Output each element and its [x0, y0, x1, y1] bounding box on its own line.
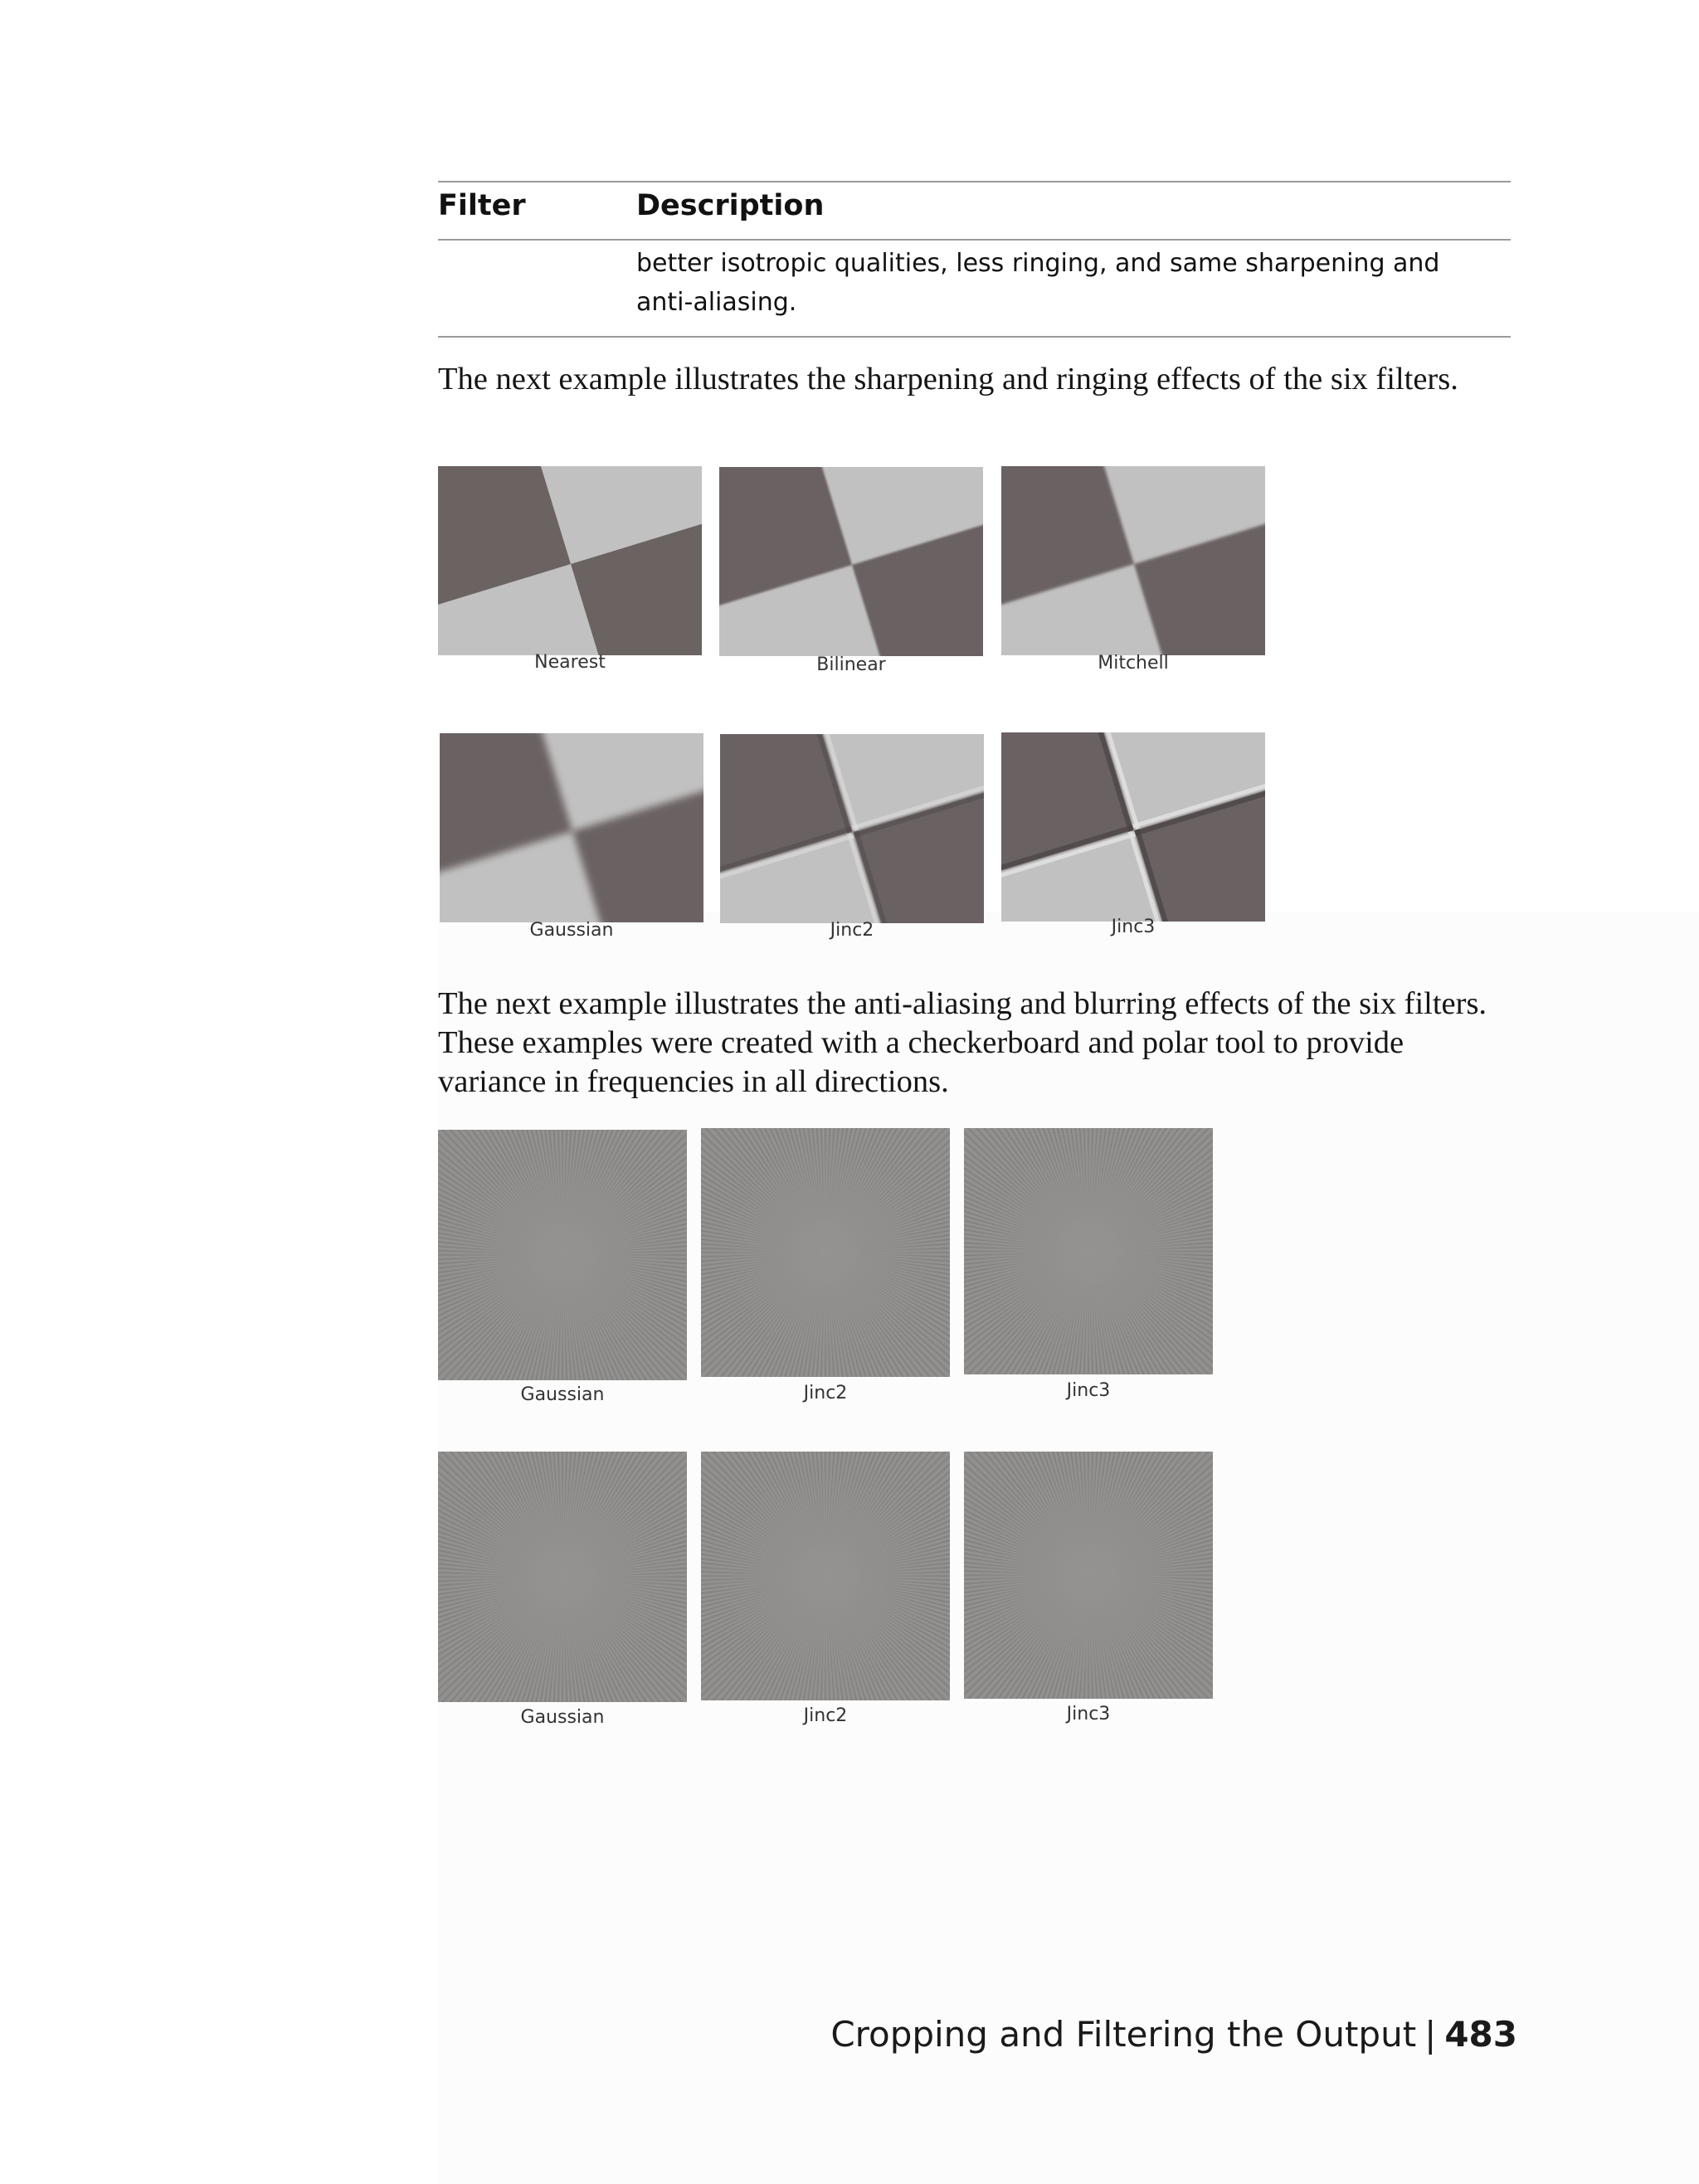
- sharpening-caption-nearest: Nearest: [534, 652, 606, 673]
- sharpening-caption-jinc2: Jinc2: [830, 920, 874, 941]
- footer-separator: |: [1424, 2014, 1437, 2055]
- table-bottom-rule: [438, 336, 1511, 338]
- page-number: 483: [1444, 2014, 1517, 2055]
- antialias-panel-4: [438, 1452, 687, 1702]
- antialias-panel-3: [964, 1128, 1213, 1374]
- table-top-rule: [438, 181, 1511, 182]
- sharpening-panel-nearest: [438, 466, 702, 655]
- sharpening-panel-mitchell: [1001, 466, 1265, 655]
- antialias-panel-6: [964, 1452, 1213, 1699]
- antialias-caption-gaussian: Gaussian: [520, 1384, 605, 1405]
- sharpening-panel-gaussian: [440, 733, 703, 922]
- sharpening-panel-jinc2: [720, 734, 984, 923]
- antialias-panel-5: [701, 1452, 950, 1700]
- sharpening-panel-jinc3: [1001, 732, 1265, 922]
- page-footer: [830, 2014, 1517, 2055]
- sharpening-caption-bilinear: Bilinear: [816, 654, 886, 675]
- table-header-rule: [438, 239, 1511, 241]
- sharpening-panel-bilinear: [719, 467, 983, 656]
- paragraph-antialias-intro: The next example illustrates the anti-aliasing and blurring effects of the six filters. These examples were created with a checkerboard and polar tool to provide variance in frequencies in all directions.: [438, 986, 1487, 1099]
- footer-section-title: Cropping and Filtering the Output: [830, 2014, 1417, 2055]
- sharpening-caption-mitchell: Mitchell: [1098, 653, 1169, 674]
- paragraph-sharpening-intro: The next example illustrates the sharpening and ringing effects of the six filters.: [438, 362, 1458, 396]
- antialias-caption-gaussian: Gaussian: [520, 1707, 605, 1728]
- antialias-caption-jinc3: Jinc3: [1066, 1704, 1111, 1724]
- sharpening-caption-gaussian: Gaussian: [529, 920, 614, 941]
- table-header-description: Description: [636, 189, 825, 222]
- antialias-panel-2: [701, 1128, 950, 1377]
- antialias-caption-jinc2: Jinc2: [803, 1705, 848, 1726]
- antialias-caption-jinc2: Jinc2: [803, 1383, 848, 1403]
- table-cell-description: better isotropic qualities, less ringing, and same sharpening and anti-aliasing.: [636, 249, 1440, 317]
- sharpening-caption-jinc3: Jinc3: [1111, 917, 1156, 937]
- antialias-caption-jinc3: Jinc3: [1066, 1380, 1111, 1401]
- table-header-filter: Filter: [438, 189, 526, 222]
- antialias-panel-1: [438, 1130, 687, 1380]
